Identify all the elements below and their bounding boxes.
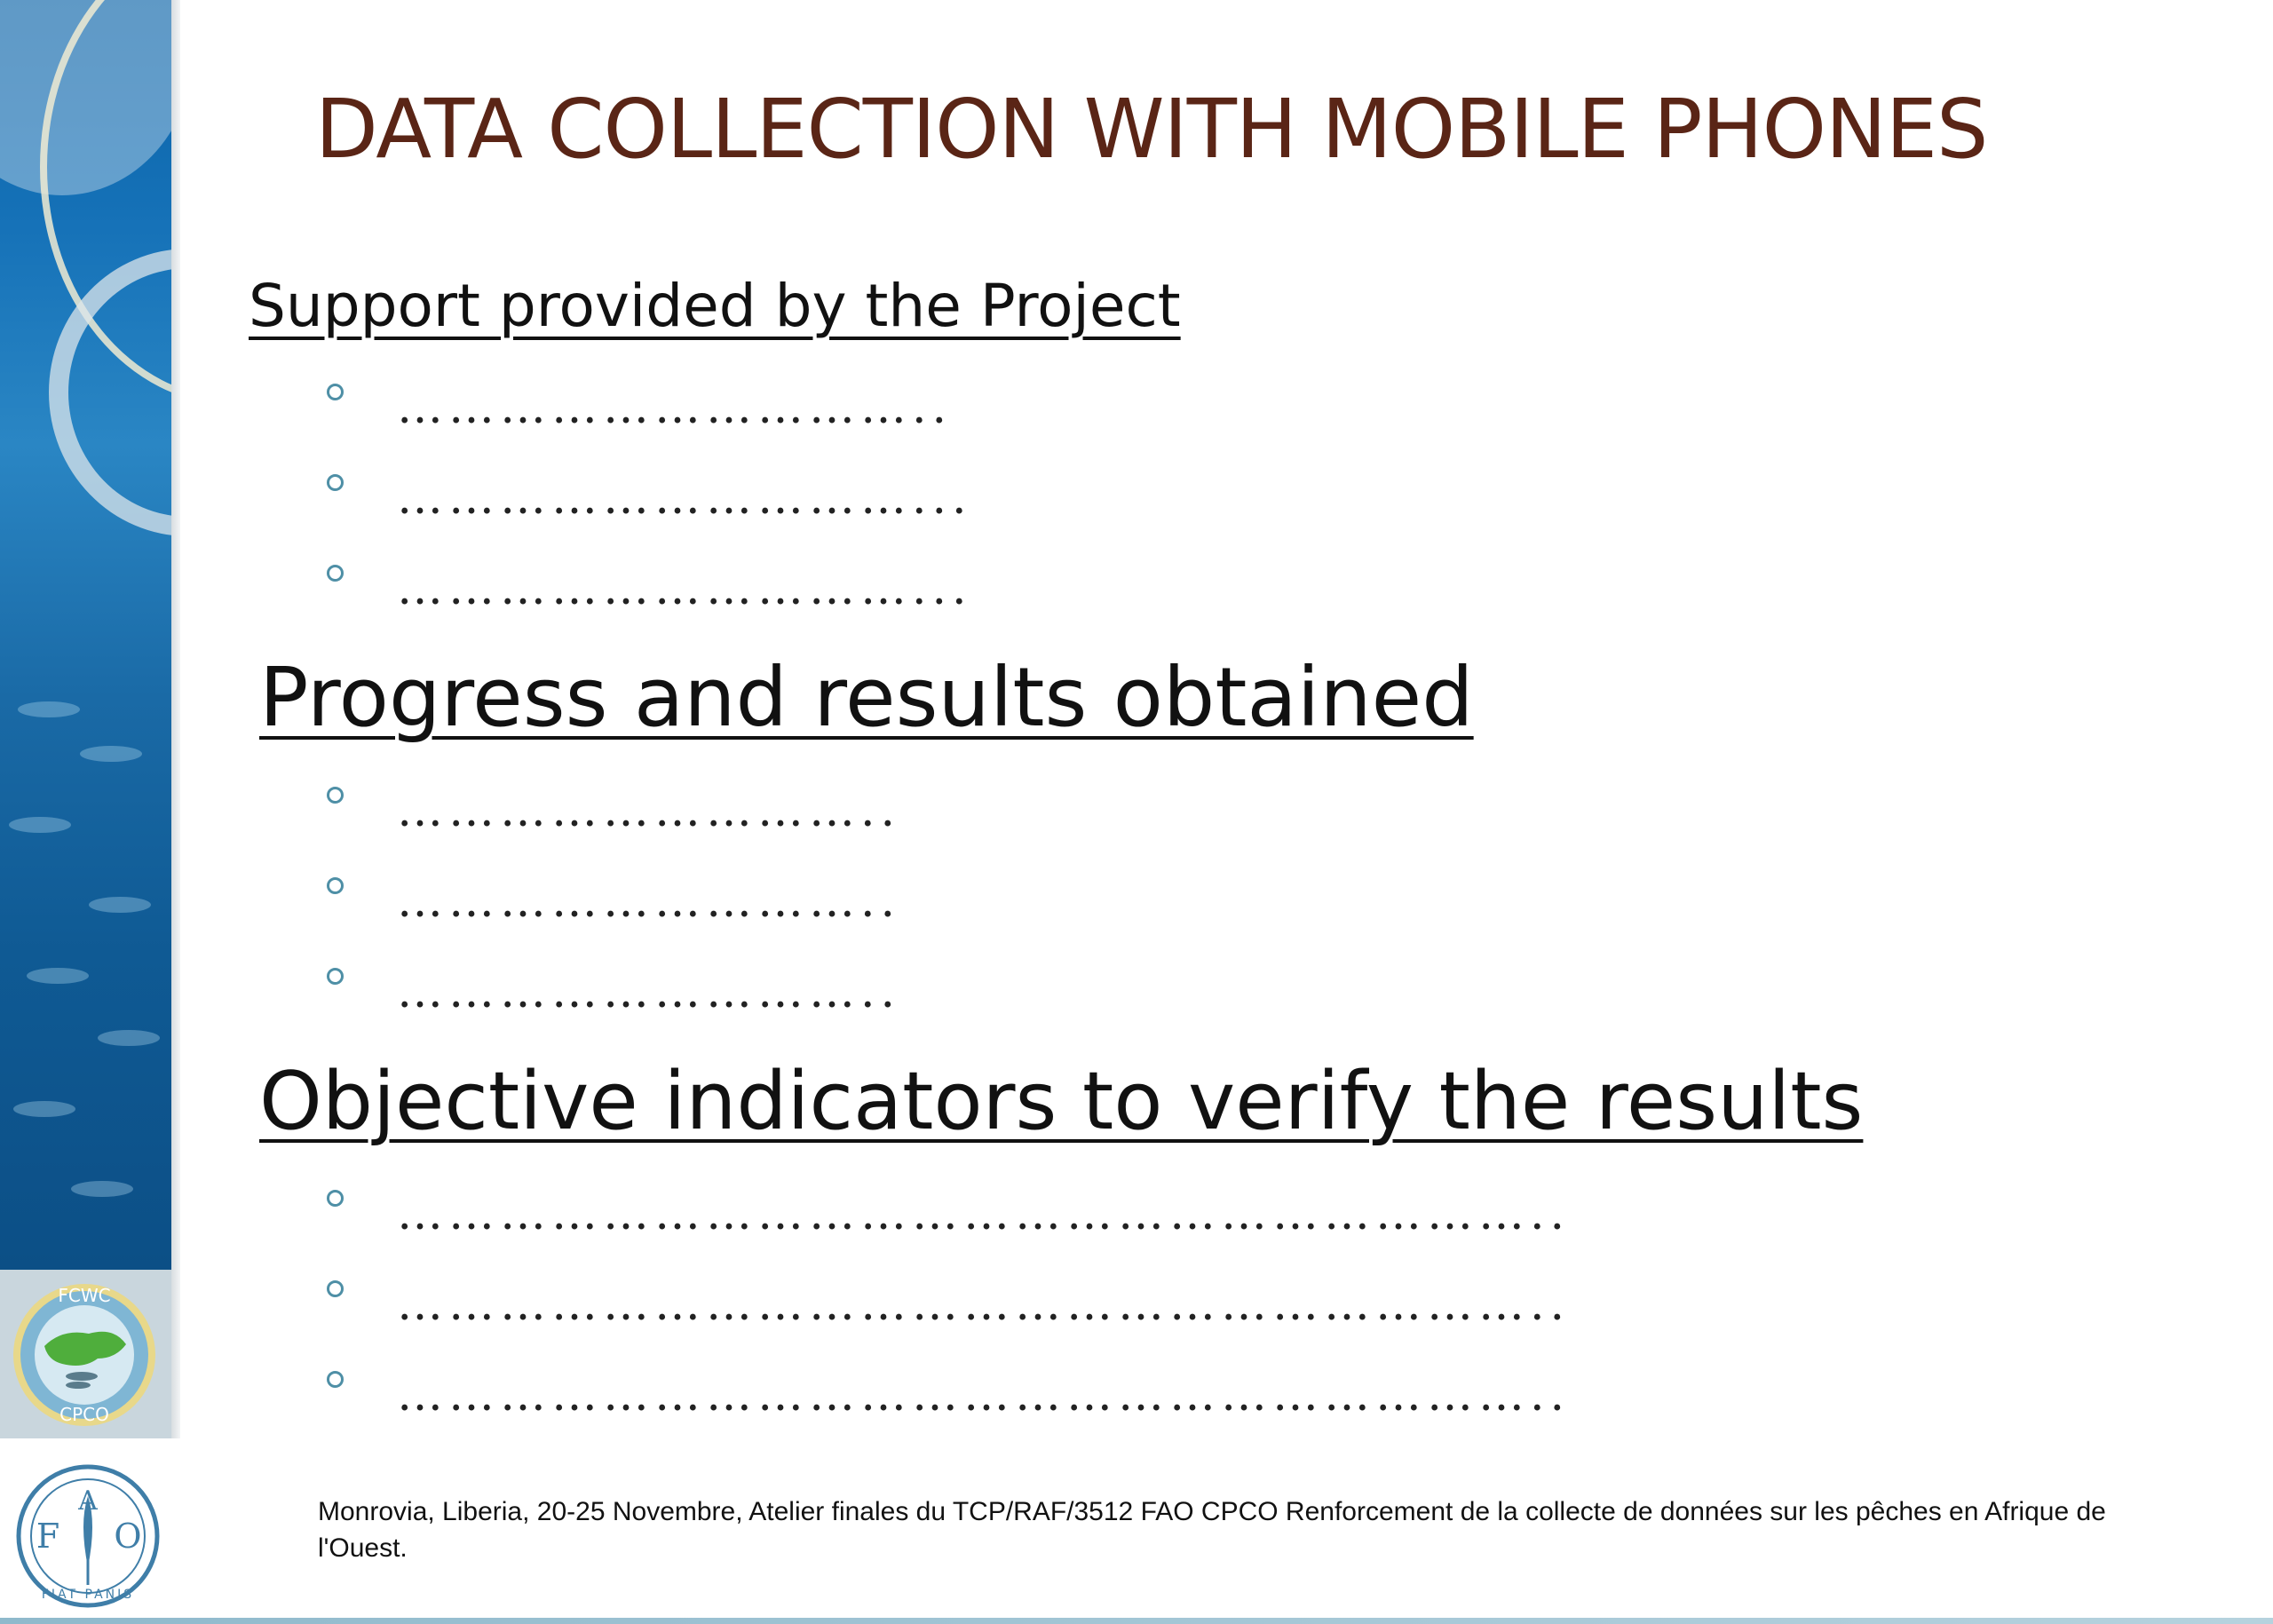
ocean-decorative-band — [0, 0, 171, 1270]
slide-title: DATA COLLECTION WITH MOBILE PHONES — [315, 82, 1988, 177]
fish-shape — [9, 817, 71, 833]
fcwc-logo — [9, 1277, 160, 1432]
fao-letter-o: O — [114, 1517, 142, 1556]
bullet-icon — [327, 384, 344, 400]
band-edge — [171, 0, 180, 1438]
bullet-icon — [327, 1371, 344, 1388]
placeholder-text: ………………………………………………………….. — [397, 1278, 1571, 1331]
list-item — [327, 1350, 1570, 1440]
bullet-icon — [327, 968, 344, 985]
list-item — [327, 856, 900, 947]
list-item — [327, 1259, 1570, 1350]
placeholder-text: …………………………... — [397, 562, 972, 615]
section-heading-progress: Progress and results obtained — [259, 650, 1474, 745]
section-heading-support: Support provided by the Project — [249, 272, 1181, 340]
fao-motto: FIAT PANIS — [41, 1588, 135, 1602]
bullet-icon — [327, 474, 344, 491]
list-item — [327, 543, 972, 634]
list-item — [327, 1168, 1570, 1259]
placeholder-text: ………………………….. — [397, 381, 953, 434]
list-item — [327, 947, 900, 1037]
decorative-ring-inner — [49, 249, 171, 536]
progress-list — [327, 765, 900, 1037]
placeholder-text: …………………………... — [397, 471, 972, 525]
bullet-icon — [327, 787, 344, 804]
fcwc-top-text: FCWC — [58, 1285, 111, 1306]
fish-shape — [13, 1101, 75, 1117]
bullet-icon — [327, 1190, 344, 1207]
list-item — [327, 362, 972, 453]
fish-shape — [27, 968, 89, 984]
bottom-rule — [0, 1618, 2273, 1624]
fish-shape — [89, 897, 151, 913]
support-list — [327, 362, 972, 634]
bullet-icon — [327, 1280, 344, 1297]
fish-shape — [80, 746, 142, 762]
placeholder-text: ………………………………………………………….. — [397, 1187, 1571, 1240]
bullet-icon — [327, 565, 344, 582]
placeholder-text: ……………………….. — [397, 784, 901, 837]
fao-logo — [12, 1461, 163, 1612]
fao-letter-a: A — [78, 1485, 98, 1517]
list-item — [327, 453, 972, 543]
slide-footer: Monrovia, Liberia, 20-25 Novembre, Atelier finales du TCP/RAF/3512 FAO CPCO Renforcement de la collecte de données sur les pêches en Afrique de l'Ouest. — [318, 1497, 2106, 1563]
objective-list — [327, 1168, 1570, 1440]
list-item — [327, 765, 900, 856]
fish-shape — [18, 701, 80, 717]
fao-letter-f: F — [36, 1517, 60, 1556]
section-heading-objective: Objective indicators to verify the results — [259, 1055, 1864, 1148]
fish-shape — [98, 1030, 160, 1046]
fish-shape — [71, 1181, 133, 1197]
bullet-icon — [327, 877, 344, 894]
placeholder-text: ……………………….. — [397, 875, 901, 928]
fcwc-bottom-text: CPCO — [59, 1404, 109, 1425]
placeholder-text: ……………………….. — [397, 965, 901, 1018]
placeholder-text: ………………………………………………………….. — [397, 1368, 1571, 1422]
